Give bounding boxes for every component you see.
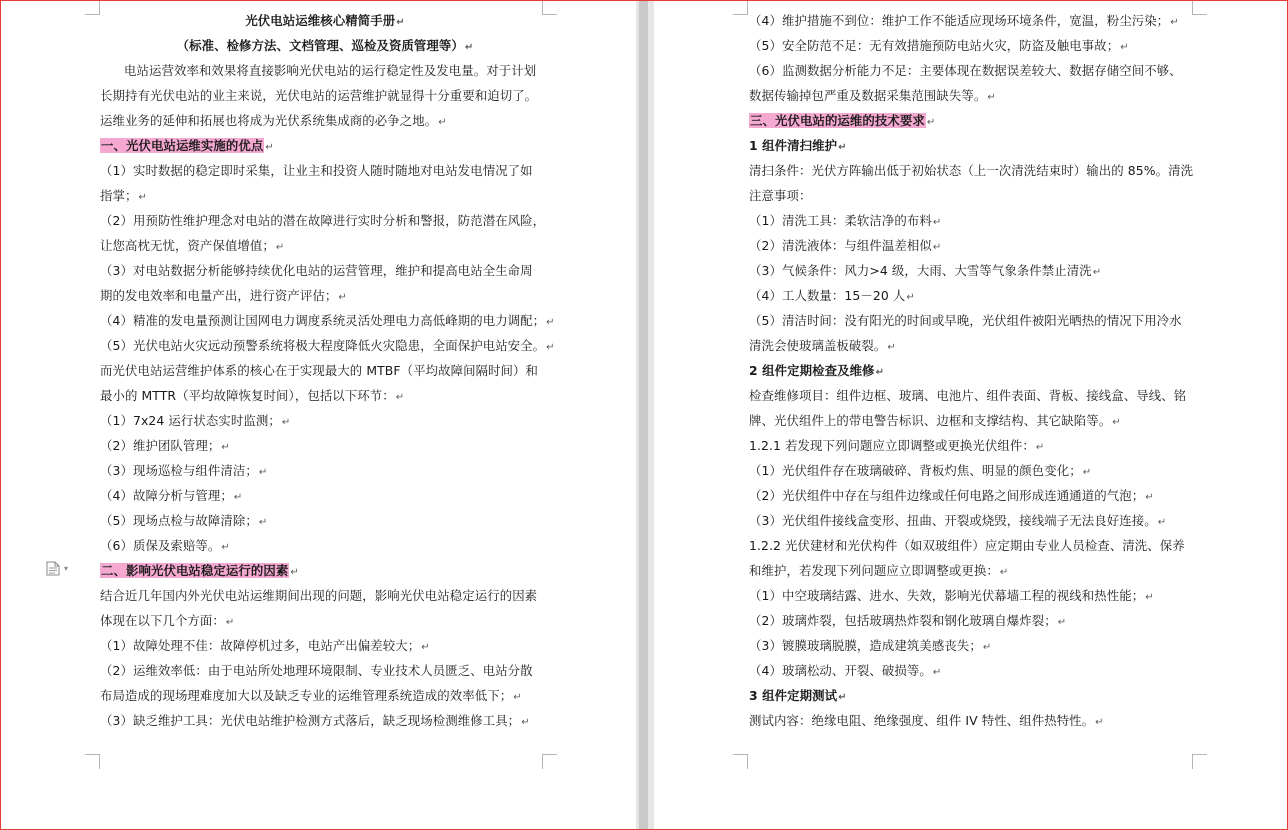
paragraph-mark-icon: ↵ [221, 542, 230, 553]
crop-mark [733, 0, 748, 15]
paragraph-line [749, 283, 1197, 308]
paragraph-mark-icon: ↵ [1112, 417, 1121, 428]
line-text: （1）7x24 运行状态实时监测； [100, 413, 281, 428]
line-text: （3）镀膜玻璃脱膜，造成建筑美感丧失； [749, 638, 982, 653]
paragraph-line [100, 633, 550, 658]
crop-mark [1192, 0, 1207, 15]
paragraph-line [100, 183, 550, 208]
paragraph-mark-icon: ↵ [464, 42, 474, 53]
line-text: （标准、检修方法、文档管理、巡检及资质管理等） [176, 38, 464, 53]
paragraph-line [100, 258, 550, 283]
paragraph-line [749, 8, 1197, 33]
line-text: 指掌； [100, 188, 138, 203]
line-text: （4）工人数量：15－20 人 [749, 288, 906, 303]
paragraph-line [100, 483, 550, 508]
line-text: （4）维护措施不到位：维护工作不能适应现场环境条件，宽温，粉尘污染； [749, 13, 1170, 28]
paragraph-line [749, 183, 1197, 208]
subsection-heading [749, 683, 1197, 708]
line-text: 长期持有光伏电站的业主来说，光伏电站的运营维护就显得十分重要和迫切了。 [100, 88, 538, 103]
paragraph-line [749, 483, 1197, 508]
paragraph-line [749, 558, 1197, 583]
paragraph-mark-icon: ↵ [1057, 617, 1067, 628]
paragraph-line [100, 508, 550, 533]
paragraph-mark-icon: ↵ [999, 567, 1009, 578]
paragraph-mark-icon: ↵ [875, 367, 885, 378]
paragraph-line [749, 708, 1197, 733]
paragraph-mark-icon: ↵ [513, 692, 522, 703]
paragraph-line [749, 83, 1197, 108]
paragraph-mark-icon: ↵ [546, 342, 555, 353]
line-text: 二、影响光伏电站稳定运行的因素 [101, 563, 289, 578]
paragraph-line [100, 58, 550, 83]
line-text: 让您高枕无忧，资产保值增值； [100, 238, 275, 253]
document-page-left [2, 0, 636, 828]
crop-mark [542, 0, 557, 15]
section-heading [749, 108, 1197, 133]
subsection-heading [100, 33, 550, 58]
crop-mark [85, 754, 100, 769]
line-text: 运维业务的延伸和拓展也将成为光伏系统集成商的必争之地。 [100, 113, 438, 128]
line-text: （2）光伏组件中存在与组件边缘或任何电路之间形成连通通道的气泡； [749, 488, 1145, 503]
paragraph-line [100, 158, 550, 183]
line-text: （2）用预防性维护理念对电站的潜在故障进行实时分析和警报，防范潜在风险， [100, 213, 546, 228]
paragraph-line [749, 208, 1197, 233]
line-text: （6）质保及索赔等。 [100, 538, 221, 553]
page-separator [636, 0, 654, 830]
document-outline-icon[interactable] [46, 561, 60, 576]
line-text: （6）监测数据分析能力不足：主要体现在数据误差较大、数据存储空间不够、 [749, 63, 1182, 78]
crop-mark [542, 754, 557, 769]
paragraph-mark-icon: ↵ [1082, 467, 1092, 478]
crop-mark [85, 0, 100, 15]
paragraph-mark-icon: ↵ [1145, 492, 1154, 503]
paragraph-mark-icon: ↵ [926, 117, 936, 128]
paragraph-line [100, 83, 550, 108]
paragraph-line [100, 533, 550, 558]
paragraph-mark-icon: ↵ [396, 17, 405, 28]
paragraph-line [749, 333, 1197, 358]
paragraph-line [100, 358, 550, 383]
line-text: 光伏电站运维核心精简手册 [245, 13, 396, 28]
paragraph-line [100, 708, 550, 733]
line-text: （3）光伏组件接线盒变形、扭曲、开裂或烧毁，接线端子无法良好连接。 [749, 513, 1157, 528]
paragraph-line [749, 658, 1197, 683]
line-text: 测试内容：绝缘电阻、绝缘强度、组件 IV 特性、组件热特性。 [749, 713, 1095, 728]
section-heading [100, 558, 550, 583]
paragraph-mark-icon: ↵ [225, 617, 235, 628]
page-text-left [100, 8, 555, 733]
line-text: （4）故障分析与管理； [100, 488, 233, 503]
paragraph-mark-icon: ↵ [1170, 17, 1179, 28]
subsection-heading [100, 8, 550, 33]
line-text: （3）缺乏维护工具：光伏电站维护检测方式落后，缺乏现场检测维修工具； [100, 713, 521, 728]
paragraph-mark-icon: ↵ [546, 317, 555, 328]
paragraph-line [749, 458, 1197, 483]
paragraph-mark-icon: ↵ [1092, 267, 1102, 278]
paragraph-mark-icon: ↵ [987, 92, 996, 103]
paragraph-line [749, 233, 1197, 258]
paragraph-line [749, 383, 1197, 408]
line-text: （5）清洁时间：没有阳光的时间或早晚，光伏组件被阳光晒热的情况下用冷水 [749, 313, 1182, 328]
paragraph-mark-icon: ↵ [932, 217, 942, 228]
paragraph-mark-icon: ↵ [1035, 442, 1045, 453]
paragraph-mark-icon: ↵ [838, 692, 847, 703]
paragraph-mark-icon: ↵ [1120, 42, 1129, 53]
line-text: 注意事项： [749, 188, 812, 203]
paragraph-mark-icon: ↵ [258, 517, 268, 528]
line-text: 三、光伏电站的运维的技术要求 [750, 113, 925, 128]
line-text: 1 组件清扫维护 [749, 138, 838, 153]
paragraph-mark-icon: ↵ [1095, 717, 1104, 728]
paragraph-line [100, 333, 555, 358]
line-text: （3）现场巡检与组件清洁； [100, 463, 258, 478]
line-text: （1）清洗工具：柔软洁净的布料 [749, 213, 932, 228]
paragraph-line [749, 433, 1197, 458]
paragraph-line [749, 533, 1197, 558]
paragraph-mark-icon: ↵ [1145, 592, 1154, 603]
line-text: （2）运维效率低：由于电站所处地理环境限制、专业技术人员匮乏、电站分散 [100, 663, 533, 678]
line-text: 数据传输掉包严重及数据采集范围缺失等。 [749, 88, 987, 103]
paragraph-line [100, 458, 550, 483]
line-text: 结合近几年国内外光伏电站运维期间出现的问题，影响光伏电站稳定运行的因素 [100, 588, 538, 603]
paragraph-line [749, 508, 1197, 533]
paragraph-mark-icon: ↵ [281, 417, 291, 428]
line-text: 最小的 MTTR（平均故障恢复时间），包括以下环节： [100, 388, 395, 403]
line-text: 和维护，若发现下列问题应立即调整或更换： [749, 563, 999, 578]
paragraph-line [100, 383, 550, 408]
line-text: （3）对电站数据分析能够持续优化电站的运营管理，维护和提高电站全生命周 [100, 263, 533, 278]
paragraph-line [749, 633, 1197, 658]
document-page-right [654, 0, 1286, 828]
paragraph-line [100, 658, 550, 683]
line-text: 一、光伏电站运维实施的优点 [101, 138, 264, 153]
paragraph-line [749, 58, 1197, 83]
paragraph-mark-icon: ↵ [338, 292, 347, 303]
line-text: （5）光伏电站火灾远动预警系统将极大程度降低火灾隐患，全面保护电站安全。 [100, 338, 546, 353]
paragraph-mark-icon: ↵ [395, 392, 405, 403]
line-text: （4）精准的发电量预测让国网电力调度系统灵活处理电力高低峰期的电力调配； [100, 313, 546, 328]
paragraph-line [100, 108, 550, 133]
paragraph-line [749, 408, 1197, 433]
paragraph-line [100, 608, 550, 633]
crop-mark [1192, 754, 1207, 769]
line-text: （2）玻璃炸裂，包括玻璃热炸裂和钢化玻璃自爆炸裂； [749, 613, 1057, 628]
paragraph-line [749, 308, 1197, 333]
paragraph-line [100, 408, 550, 433]
line-text: 牌、光伏组件上的带电警告标识、边框和支撑结构、其它缺陷等。 [749, 413, 1112, 428]
line-text: 1.2.2 光伏建材和光伏构件（如双玻组件）应定期由专业人员检查、清洗、保养 [749, 538, 1185, 553]
section-heading [100, 133, 550, 158]
line-text: （1）光伏组件存在玻璃破碎、背板灼焦、明显的颜色变化； [749, 463, 1082, 478]
paragraph-mark-icon: ↵ [233, 492, 243, 503]
line-text: （5）现场点检与故障清除； [100, 513, 258, 528]
paragraph-mark-icon: ↵ [290, 567, 299, 578]
line-text: 期的发电效率和电量产出，进行资产评估； [100, 288, 338, 303]
line-text: （1）中空玻璃结露、进水、失效，影响光伏幕墙工程的视线和热性能； [749, 588, 1145, 603]
line-text: 3 组件定期测试 [749, 688, 838, 703]
paragraph-mark-icon: ↵ [275, 242, 285, 253]
paragraph-line [100, 208, 550, 233]
paragraph-line [749, 258, 1197, 283]
paragraph-mark-icon: ↵ [438, 117, 447, 128]
paragraph-mark-icon: ↵ [932, 667, 942, 678]
paragraph-mark-icon: ↵ [521, 717, 530, 728]
line-text: 布局造成的现场理难度加大以及缺乏专业的运维管理系统造成的效率低下； [100, 688, 513, 703]
line-text: 体现在以下几个方面： [100, 613, 225, 628]
line-text: （2）维护团队管理； [100, 438, 221, 453]
line-text: 而光伏电站运营维护体系的核心在于实现最大的 MTBF（平均故障间隔时间）和 [100, 363, 539, 378]
paragraph-mark-icon: ↵ [982, 642, 992, 653]
line-text: 清扫条件：光伏方阵输出低于初始状态（上一次清洗结束时）输出的 85%。清洗 [749, 163, 1194, 178]
line-text: 清洗会使玻璃盖板破裂。 [749, 338, 887, 353]
paragraph-line [100, 283, 550, 308]
paragraph-mark-icon: ↵ [265, 142, 274, 153]
paragraph-line [749, 33, 1197, 58]
chevron-down-icon[interactable]: ▾ [64, 564, 69, 573]
paragraph-line [749, 583, 1197, 608]
paragraph-line [100, 308, 555, 333]
paragraph-mark-icon: ↵ [221, 442, 230, 453]
paragraph-mark-icon: ↵ [421, 642, 430, 653]
subsection-heading [749, 133, 1197, 158]
paragraph-mark-icon: ↵ [932, 242, 942, 253]
paragraph-line [749, 158, 1197, 183]
paragraph-mark-icon: ↵ [1157, 517, 1167, 528]
paragraph-mark-icon: ↵ [906, 292, 915, 303]
line-text: 1.2.1 若发现下列问题应立即调整或更换光伏组件： [749, 438, 1035, 453]
paragraph-mark-icon: ↵ [258, 467, 268, 478]
line-text: 检查维修项目：组件边框、玻璃、电池片、组件表面、背板、接线盒、导线、铭 [749, 388, 1187, 403]
paragraph-line [100, 233, 550, 258]
paragraph-line [100, 683, 550, 708]
page-text-right [749, 8, 1197, 733]
line-text: （2）清洗液体：与组件温差相似 [749, 238, 932, 253]
paragraph-mark-icon: ↵ [138, 192, 147, 203]
line-text: （1）实时数据的稳定即时采集，让业主和投资人随时随地对电站发电情况了如 [100, 163, 533, 178]
subsection-heading [749, 358, 1197, 383]
line-text: （4）玻璃松动、开裂、破损等。 [749, 663, 932, 678]
line-text: （1）故障处理不佳：故障停机过多，电站产出偏差较大； [100, 638, 421, 653]
line-text: （5）安全防范不足：无有效措施预防电站火灾，防盗及触电事故； [749, 38, 1120, 53]
paragraph-line [749, 608, 1197, 633]
paragraph-line [100, 433, 550, 458]
paragraph-line [100, 583, 550, 608]
line-text: 2 组件定期检查及维修 [749, 363, 875, 378]
line-text: 电站运营效率和效果将直接影响光伏电站的运行稳定性及发电量。对于计划 [124, 63, 537, 78]
paragraph-mark-icon: ↵ [887, 342, 896, 353]
line-text: （3）气候条件：风力>4 级，大雨、大雪等气象条件禁止清洗 [749, 263, 1092, 278]
paragraph-mark-icon: ↵ [838, 142, 847, 153]
crop-mark [733, 754, 748, 769]
